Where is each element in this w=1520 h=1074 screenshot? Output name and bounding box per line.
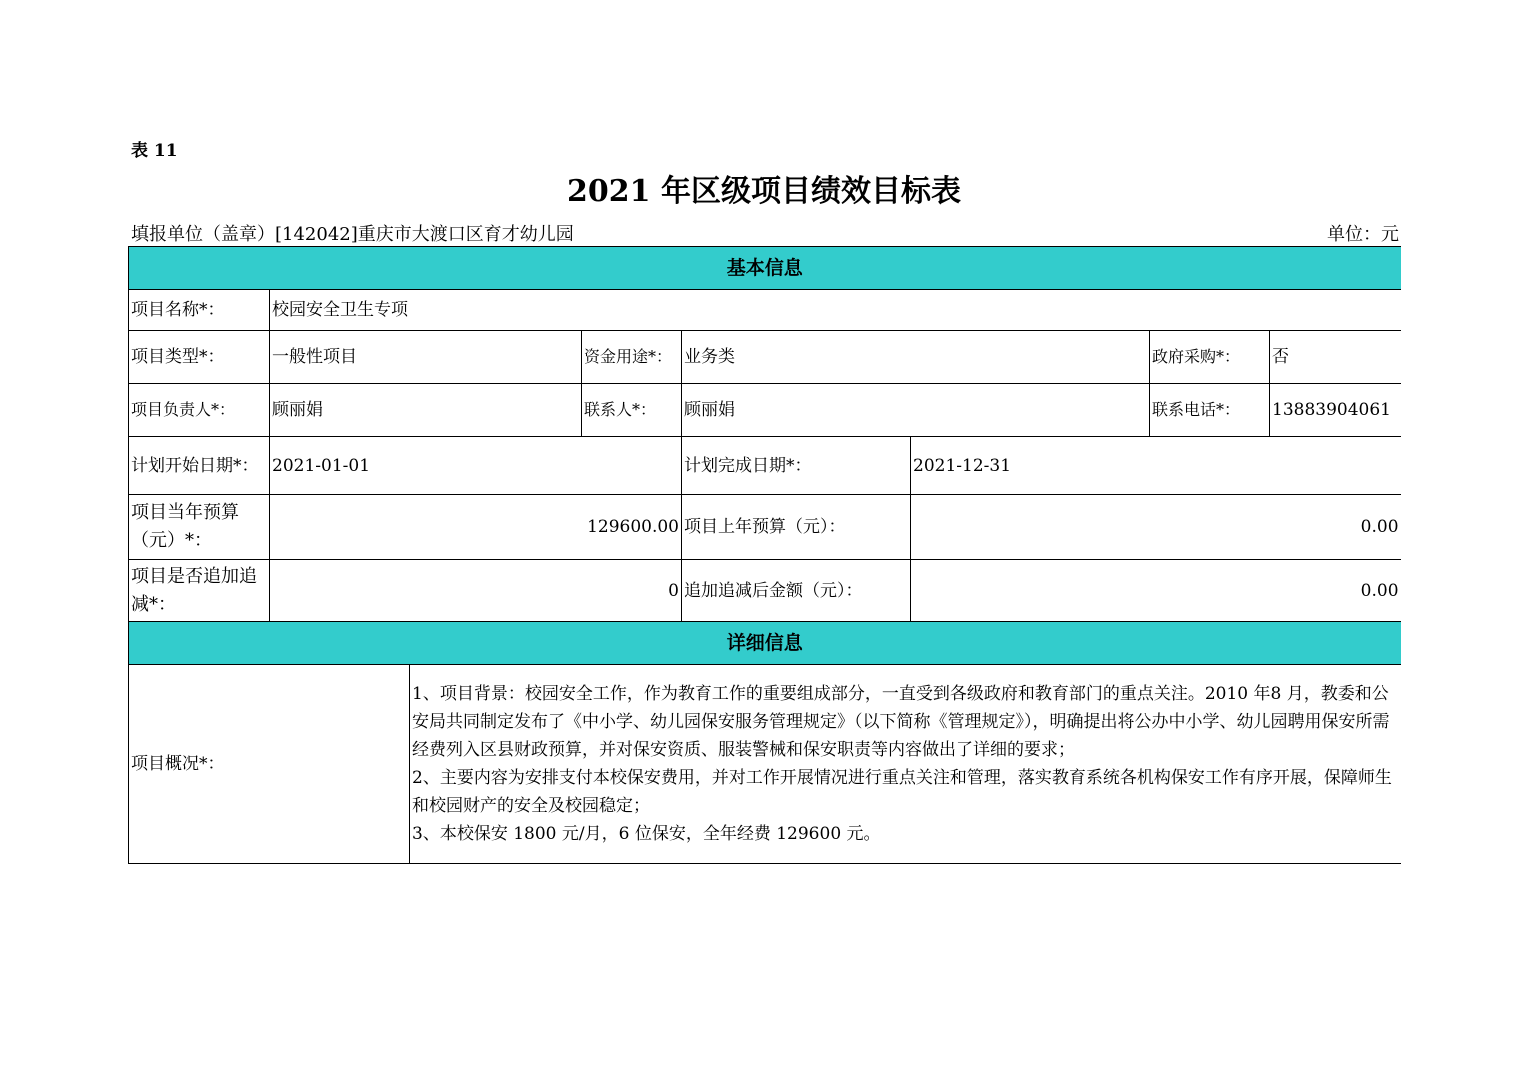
adjust-label: 项目是否追加追减*： — [129, 560, 270, 622]
table-number: 表 11 — [131, 141, 178, 161]
budget-value: 129600.00 — [270, 495, 682, 560]
overview-line-1: 1、项目背景：校园安全工作，作为教育工作的重要组成部分，一直受到各级政府和教育部门的重点关注。2010 年8 月，教委和公安局共同制定发布了《中小学、幼儿园保安服务管理规定》（以下简称《管理规定》），明确提出将公办中小学、幼儿园聘用保安所需经费列入区县财政预算，并对保安资质、服装警械和保安职责等内容做出了详细的要求； — [412, 684, 1390, 760]
performance-table — [128, 246, 1401, 864]
page-title: 2021 年区级项目绩效目标表 — [567, 174, 961, 209]
contact-label: 联系人*： — [582, 384, 682, 437]
project-name-value: 校园安全卫生专项 — [270, 290, 1401, 331]
reporting-unit: 填报单位（盖章）[142042]重庆市大渡口区育才幼儿园 — [131, 224, 574, 245]
phone-value: 13883904061 — [1270, 384, 1401, 437]
fund-use-label: 资金用途*： — [582, 331, 682, 384]
project-type-label: 项目类型*： — [129, 331, 270, 384]
overview-label: 项目概况*： — [129, 665, 410, 864]
contact-value: 顾丽娟 — [682, 384, 1150, 437]
project-leader-value: 顾丽娟 — [270, 384, 582, 437]
currency-unit: 单位：元 — [1327, 224, 1399, 245]
start-date-label: 计划开始日期*： — [129, 437, 270, 495]
gov-procurement-label: 政府采购*： — [1150, 331, 1270, 384]
start-date-value: 2021-01-01 — [270, 437, 682, 495]
budget-label: 项目当年预算（元）*： — [129, 495, 270, 560]
adjust-value: 0 — [270, 560, 682, 622]
overview-line-2: 2、主要内容为安排支付本校保安费用，并对工作开展情况进行重点关注和管理，落实教育系统各机构保安工作有序开展，保障师生和校园财产的安全及校园稳定； — [412, 768, 1392, 816]
after-amount-value: 0.00 — [911, 560, 1401, 622]
phone-label: 联系电话*： — [1150, 384, 1270, 437]
gov-procurement-value: 否 — [1270, 331, 1401, 384]
prev-budget-value: 0.00 — [911, 495, 1401, 560]
project-leader-label: 项目负责人*： — [129, 384, 270, 437]
section-basic-info: 基本信息 — [129, 247, 1401, 290]
overview-content — [410, 665, 1401, 864]
project-name-label: 项目名称*： — [129, 290, 270, 331]
after-amount-label: 追加追减后金额（元）： — [682, 560, 911, 622]
project-type-value: 一般性项目 — [270, 331, 582, 384]
fund-use-value: 业务类 — [682, 331, 1150, 384]
section-detail-info: 详细信息 — [129, 622, 1401, 665]
prev-budget-label: 项目上年预算（元）： — [682, 495, 911, 560]
end-date-value: 2021-12-31 — [911, 437, 1401, 495]
overview-line-3: 3、本校保安 1800 元/月，6 位保安，全年经费 129600 元。 — [412, 824, 881, 844]
end-date-label: 计划完成日期*： — [682, 437, 911, 495]
